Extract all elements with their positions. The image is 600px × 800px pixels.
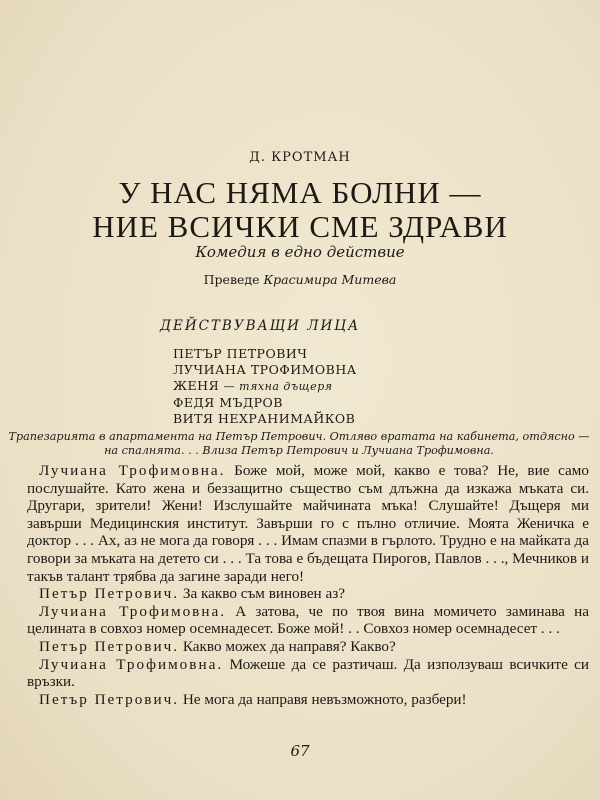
cast-member — [173, 362, 357, 378]
cast-member-name: ФЕДЯ МЪДРОВ — [173, 395, 283, 410]
dialogue-body — [27, 462, 589, 708]
play-subtitle: Комедия в едно действие — [195, 243, 405, 261]
speech-text: За какво съм виновен аз? — [179, 585, 345, 603]
dialogue-line — [27, 638, 589, 656]
speech-text: А затова, че по твоя вина момичето заминава на целината в совхоз номер осемнадесет. Боже мой! . . Совхоз номер осемнадесет . . . — [27, 602, 589, 638]
title-line-1: У НАС НЯМА БОЛНИ — — [118, 175, 482, 210]
translator-prefix: Преведе — [203, 272, 260, 287]
speech-text: Не мога да направя невъзможното, разбери! — [179, 690, 467, 708]
dialogue-line — [27, 603, 589, 638]
cast-member-name: ЖЕНЯ — [173, 378, 220, 393]
translator-name: Красимира Митева — [263, 272, 397, 287]
speaker-name: Петър Петрович. — [39, 637, 180, 655]
cast-member-name: ПЕТЪР ПЕТРОВИЧ — [173, 346, 308, 361]
page-number: 67 — [290, 742, 310, 760]
cast-member — [173, 411, 357, 427]
cast-member-name: ЛУЧИАНА ТРОФИМОВНА — [173, 362, 357, 377]
cast-member — [173, 346, 357, 362]
speaker-name: Лучиана Трофимовна. — [39, 462, 226, 479]
speech-text: Боже мой, може мой, какво е това? Не, вие само послушайте. Като жена и беззащитно същество съм длъжна да изкажа мъката си. Другари, зрители! Жени! Изслушайте майчината мъка! Слушайте! Дъщеря ми завърши Медицинския институт. Завърши го с пълно отличие. Моята Женичка е доктор . . . Ах, аз не мога да говоря . . . Имам спазми в гърлото. Трудно е на майката да говори за мъката на детето си . . . Та това е бъдещата Пирогов, Павлов . . ., Мечников и такъв талант трябва да загине заради него! — [27, 462, 589, 585]
cast-heading: ДЕЙСТВУВАЩИ ЛИЦА — [160, 318, 361, 334]
speaker-name: Лучиана Трофимовна. — [39, 655, 224, 673]
dialogue-line — [27, 656, 589, 691]
dialogue-line — [27, 691, 589, 709]
translator-credit — [0, 272, 600, 287]
speaker-name: Лучиана Трофимовна. — [39, 602, 226, 620]
dialogue-line — [27, 462, 589, 585]
speaker-name: Петър Петрович. — [39, 690, 180, 708]
cast-member — [173, 378, 357, 395]
author-name: Д. КРОТМАН — [249, 150, 351, 165]
speech-text: Какво можех да направя? Какво? — [179, 637, 396, 655]
speaker-name: Петър Петрович. — [39, 585, 180, 603]
cast-member-name: ВИТЯ НЕХРАНИМАЙКОВ — [173, 411, 356, 426]
title-line-2: НИЕ ВСИЧКИ СМЕ ЗДРАВИ — [92, 209, 508, 244]
cast-list — [173, 346, 357, 427]
stage-direction: Трапезарията в апартамента на Петър Петрович. Отляво вратата на кабинета, отдясно — на спалнята. . . Влиза Петър Петрович и Лучиана Трофимовна. — [8, 430, 590, 457]
cast-member — [173, 395, 357, 411]
play-title — [0, 176, 600, 244]
speech-text: Можеше да се разтичаш. Да използуваш всичките си връзки. — [27, 655, 590, 691]
dialogue-line — [27, 585, 589, 603]
cast-member-note: — тяхна дъщеря — [223, 380, 333, 393]
